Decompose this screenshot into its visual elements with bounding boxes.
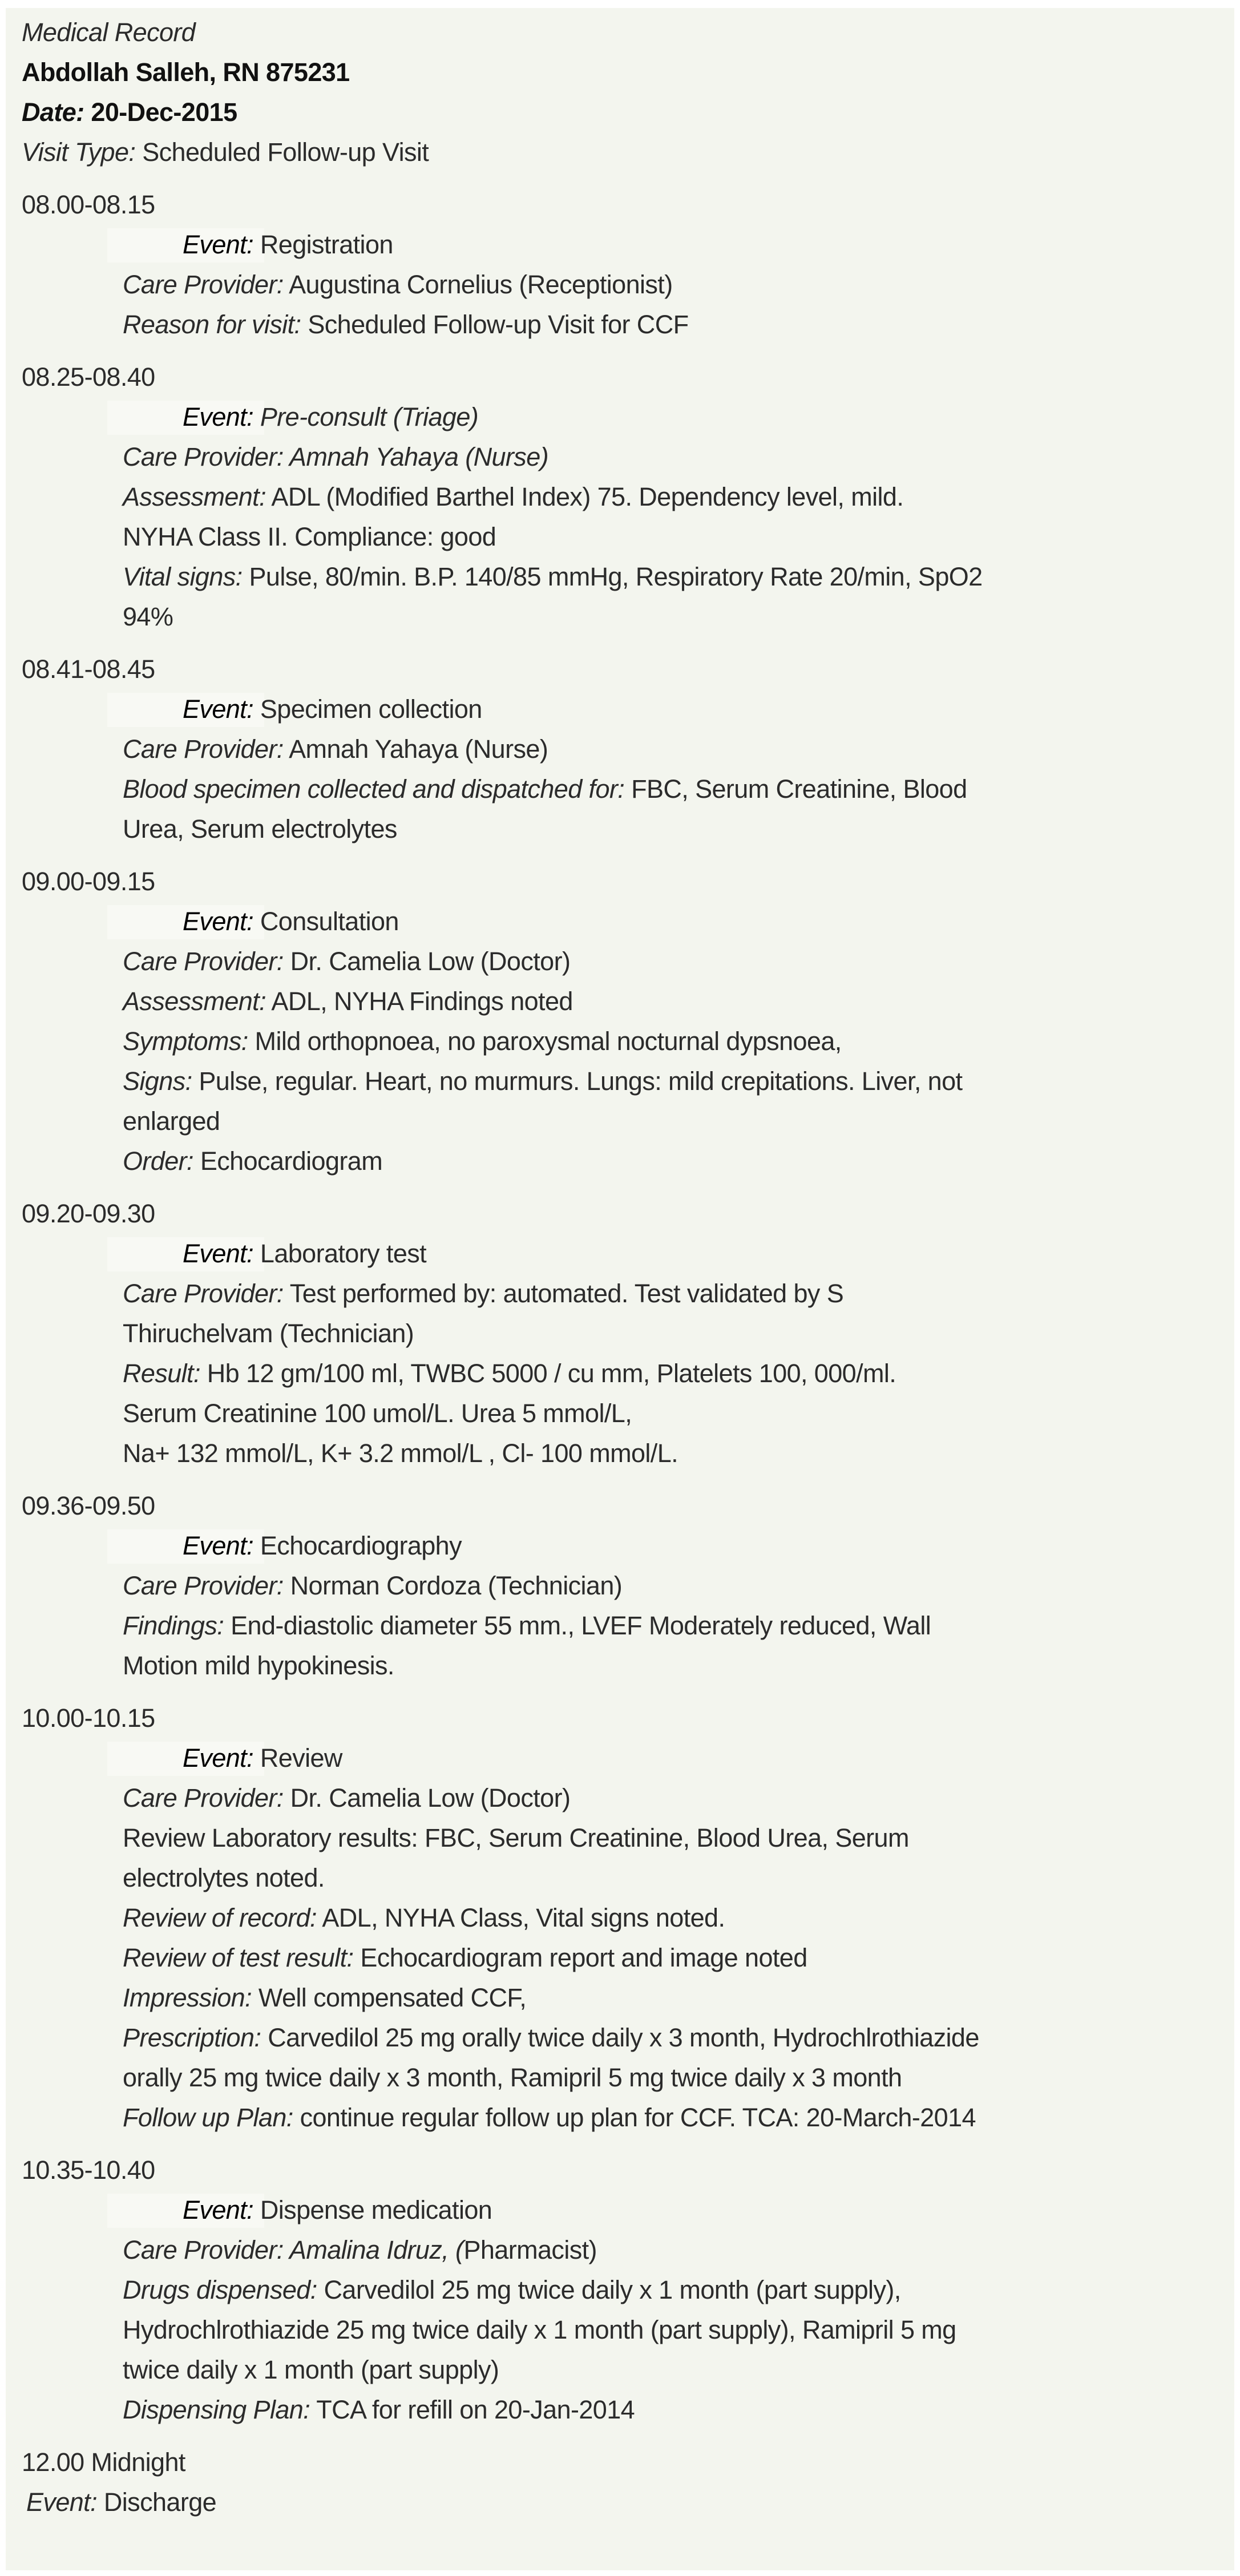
entry-line [22, 1354, 1234, 1394]
timeline-section [22, 649, 1234, 849]
entry-continuation [22, 1646, 1234, 1686]
date-value: 20-Dec-2015 [84, 98, 237, 127]
event-row [22, 902, 1234, 942]
entry-line [22, 942, 1234, 982]
entry-value: electrolytes noted. [123, 1863, 325, 1892]
entry-value: 94% [123, 602, 173, 631]
event-label: Event: [183, 1531, 253, 1560]
entry-continuation [22, 1434, 1234, 1473]
entry-label: Review of record: [123, 1903, 317, 1932]
entry-value: Echocardiogram report and image noted [353, 1943, 807, 1972]
entry-label: Signs: [123, 1067, 192, 1096]
event-text [123, 402, 478, 431]
entry-value: ADL, NYHA Findings noted [266, 987, 573, 1016]
entry-label: Review of test result: [123, 1943, 354, 1972]
event-row [22, 1234, 1234, 1274]
entry-line [22, 2230, 1234, 2270]
timeline-section [22, 1698, 1234, 2138]
entry-line [22, 1978, 1234, 2018]
entry-value: Dr. Camelia Low (Doctor) [283, 947, 571, 976]
entry-value: FBC, Serum Creatinine, Blood [624, 774, 967, 804]
entry-value: TCA for refill on 20-Jan-2014 [310, 2395, 635, 2424]
entry-label: Assessment: [123, 482, 266, 511]
entry-label: Symptoms: [123, 1027, 248, 1056]
entry-label: Care Provider: [123, 1279, 284, 1308]
event-row [22, 225, 1234, 265]
entry-continuation [22, 1314, 1234, 1354]
section-time: 09.20-09.30 [22, 1199, 155, 1228]
entry-value: Hydrochlrothiazide 25 mg twice daily x 1 month (part supply), Ramipril 5 mg [123, 2315, 956, 2344]
entry-label: Care Provider: Amalina Idruz, ( [123, 2235, 464, 2264]
entry-value: Norman Cordoza (Technician) [283, 1571, 623, 1600]
entry-continuation [22, 1858, 1234, 1898]
section-time: 08.41-08.45 [22, 655, 155, 684]
entry-continuation [22, 597, 1234, 637]
entry-value: End-diastolic diameter 55 mm., LVEF Moderately reduced, Wall [224, 1611, 931, 1640]
entry-line [22, 982, 1234, 1021]
entry-line [22, 1606, 1234, 1646]
event-text [123, 2195, 492, 2224]
visit-type-label: Visit Type: [22, 138, 136, 167]
timeline-section [22, 1194, 1234, 1473]
timeline-section [22, 357, 1234, 637]
section-time: 09.36-09.50 [22, 1491, 155, 1520]
event-text [123, 695, 482, 724]
entry-value: twice daily x 1 month (part supply) [123, 2355, 499, 2384]
entry-label: Blood specimen collected and dispatched for: [123, 774, 625, 804]
timeline-section [22, 2150, 1234, 2430]
entry-continuation [22, 2058, 1234, 2098]
entry-label: Assessment: [123, 987, 266, 1016]
entry-line [22, 729, 1234, 769]
event-label: Event: [183, 2195, 253, 2224]
entry-line [22, 1898, 1234, 1938]
entry-value: Review Laboratory results: FBC, Serum Creatinine, Blood Urea, Serum [123, 1823, 909, 1852]
event-value: Dispense medication [253, 2195, 492, 2224]
entry-line [22, 1778, 1234, 1818]
entry-line [22, 1938, 1234, 1978]
entry-value: NYHA Class II. Compliance: good [123, 522, 496, 551]
event-value: Specimen collection [253, 695, 482, 724]
entry-value: Urea, Serum electrolytes [123, 814, 397, 843]
entry-label: Dispensing Plan: [123, 2395, 310, 2424]
entry-line [22, 769, 1234, 809]
event-label: Event: [183, 907, 253, 936]
event-value: Discharge [96, 2488, 217, 2517]
entry-value: Echocardiogram [193, 1146, 383, 1176]
entry-line [22, 1566, 1234, 1606]
section-time: 10.35-10.40 [22, 2155, 155, 2185]
entry-value: Hb 12 gm/100 ml, TWBC 5000 / cu mm, Platelets 100, 000/ml. [200, 1359, 896, 1388]
event-value: Echocardiography [253, 1531, 462, 1560]
entry-value: Scheduled Follow-up Visit for CCF [301, 310, 689, 339]
entry-value: Pulse, 80/min. B.P. 140/85 mmHg, Respiratory Rate 20/min, SpO2 [242, 562, 983, 591]
timeline-section [22, 185, 1234, 345]
entry-line [22, 305, 1234, 345]
entry-value: Mild orthopnoea, no paroxysmal nocturnal dypsnoea, [248, 1027, 842, 1056]
event-row [22, 2190, 1234, 2230]
entry-value: ADL (Modified Barthel Index) 75. Dependency level, mild. [266, 482, 904, 511]
section-time: 12.00 Midnight [22, 2448, 185, 2477]
section-time: 08.00-08.15 [22, 190, 155, 219]
entry-label: Vital signs: [123, 562, 243, 591]
entry-value: enlarged [123, 1107, 220, 1136]
entry-label: Care Provider: [123, 1783, 284, 1812]
entry-label: Care Provider: [123, 947, 284, 976]
entry-label: Care Provider: [123, 270, 284, 299]
entry-value: Augustina Cornelius (Receptionist) [283, 270, 673, 299]
entry-line [22, 2018, 1234, 2058]
event-label: Event: [183, 1743, 253, 1772]
entry-continuation [22, 2350, 1234, 2390]
event-value: Laboratory test [253, 1239, 427, 1268]
event-text [123, 1531, 462, 1560]
entry-line [22, 557, 1234, 597]
section-time: 08.25-08.40 [22, 362, 155, 391]
entry-continuation [22, 1101, 1234, 1141]
entry-value: Test performed by: automated. Test validated by S [283, 1279, 844, 1308]
entry-line [22, 477, 1234, 517]
entry-line [22, 437, 1234, 477]
entry-value: Carvedilol 25 mg twice daily x 1 month (part supply), [317, 2275, 901, 2304]
entry-value: Dr. Camelia Low (Doctor) [283, 1783, 571, 1812]
entry-label: Impression: [123, 1983, 252, 2012]
entry-value: Pharmacist) [463, 2235, 597, 2264]
entry-label: Care Provider: Amnah Yahaya (Nurse) [123, 442, 548, 471]
entry-continuation [22, 1394, 1234, 1434]
document-title: Medical Record [22, 18, 196, 47]
entry-label: Care Provider: [123, 1571, 284, 1600]
entry-line [22, 1818, 1234, 1858]
entry-label: Prescription: [123, 2023, 261, 2052]
event-label: Event: [183, 230, 253, 259]
entry-line [22, 2098, 1234, 2138]
section-time: 10.00-10.15 [22, 1703, 155, 1733]
entry-value: Thiruchelvam (Technician) [123, 1319, 414, 1348]
event-text [123, 1743, 342, 1772]
section-time: 09.00-09.15 [22, 867, 155, 896]
event-row [22, 1738, 1234, 1778]
timeline-section [22, 1486, 1234, 1686]
patient-name-rn: Abdollah Salleh, RN 875231 [22, 58, 350, 87]
entry-value: Carvedilol 25 mg orally twice daily x 3 month, Hydrochlrothiazide [261, 2023, 979, 2052]
date-label: Date: [22, 98, 84, 127]
event-label: Event: [183, 402, 253, 431]
entry-line [22, 1274, 1234, 1314]
entry-label: Care Provider: [123, 734, 284, 764]
entry-line [22, 265, 1234, 305]
entry-value: Pulse, regular. Heart, no murmurs. Lungs: mild crepitations. Liver, not [192, 1067, 963, 1096]
entry-value: Well compensated CCF, [251, 1983, 527, 2012]
timeline [22, 185, 1234, 2430]
entry-continuation [22, 517, 1234, 557]
entry-line [22, 1061, 1234, 1101]
event-row [22, 1526, 1234, 1566]
event-text [123, 230, 393, 259]
entry-continuation [22, 2310, 1234, 2350]
event-label: Event: [26, 2488, 97, 2517]
entry-line [22, 2270, 1234, 2310]
event-value: Review [253, 1743, 342, 1772]
visit-type-value: Scheduled Follow-up Visit [135, 138, 429, 167]
discharge-section [22, 2442, 1234, 2522]
event-label: Event: [183, 1239, 253, 1268]
event-text [123, 907, 399, 936]
entry-label: Findings: [123, 1611, 224, 1640]
entry-label: Result: [123, 1359, 200, 1388]
entry-line [22, 1141, 1234, 1181]
event-value: Consultation [253, 907, 399, 936]
entry-value: Amnah Yahaya (Nurse) [283, 734, 548, 764]
entry-label: Order: [123, 1146, 193, 1176]
event-value: Pre-consult (Triage) [253, 402, 479, 431]
entry-value: continue regular follow up plan for CCF. TCA: 20-March-2014 [293, 2103, 976, 2132]
visit-type [22, 132, 1234, 172]
discharge-event [22, 2482, 1234, 2522]
entry-line [22, 1021, 1234, 1061]
medical-record-page [6, 8, 1234, 2570]
entry-label: Drugs dispensed: [123, 2275, 317, 2304]
timeline-section [22, 862, 1234, 1181]
entry-value: orally 25 mg twice daily x 3 month, Ramipril 5 mg twice daily x 3 month [123, 2063, 902, 2092]
entry-value: Serum Creatinine 100 umol/L. Urea 5 mmol/L, [123, 1399, 632, 1428]
entry-value: Na+ 132 mmol/L, K+ 3.2 mmol/L , Cl- 100 mmol/L. [123, 1439, 678, 1468]
entry-value: ADL, NYHA Class, Vital signs noted. [316, 1903, 725, 1932]
event-value: Registration [253, 230, 393, 259]
visit-date [22, 92, 1234, 132]
event-text [123, 1239, 426, 1268]
event-row [22, 689, 1234, 729]
entry-continuation [22, 809, 1234, 849]
entry-line [22, 2390, 1234, 2430]
event-label: Event: [183, 695, 253, 724]
entry-label: Reason for visit: [123, 310, 301, 339]
event-row [22, 397, 1234, 437]
entry-label: Follow up Plan: [123, 2103, 293, 2132]
entry-value: Motion mild hypokinesis. [123, 1651, 394, 1680]
